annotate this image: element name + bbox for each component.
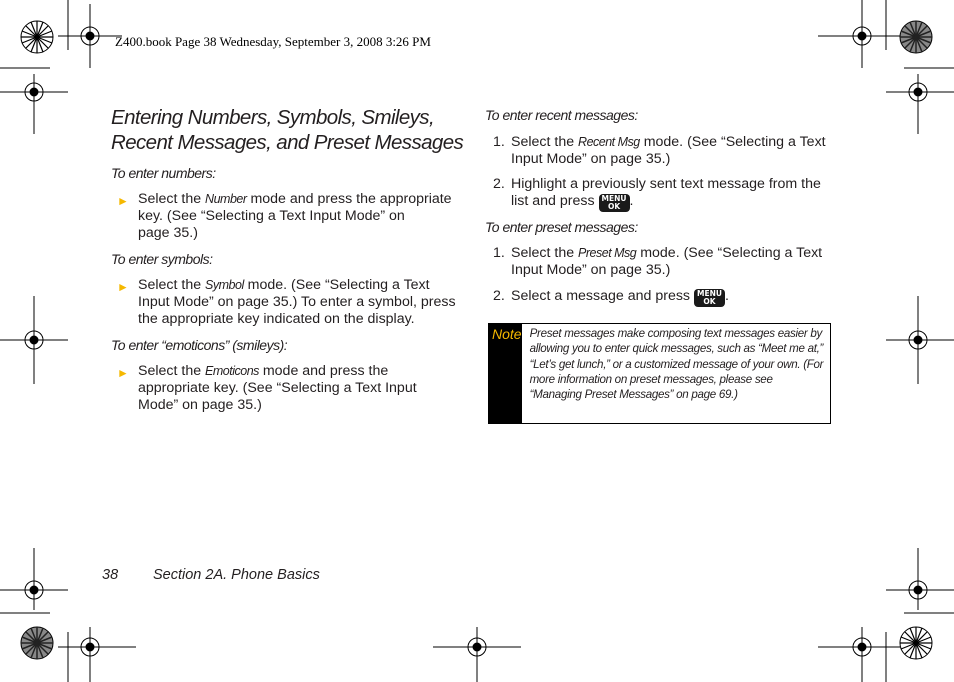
page-title-line2: Recent Messages, and Preset Messages: [111, 131, 464, 154]
mode-name: Recent Msg: [578, 135, 640, 149]
recent-step-1: Select the Recent Msg mode. (See “Selecting a Text Input Mode” on page 35.): [511, 134, 826, 167]
emoticons-instruction: Select the Emoticons mode and press the appropriate key. (See “Selecting a Text Input Mode” on page 35.): [138, 363, 417, 413]
bullet-icon: ►: [117, 194, 129, 208]
page-number: 38: [102, 567, 119, 583]
mode-name: Preset Msg: [578, 246, 637, 260]
step-number: 2.: [493, 288, 505, 304]
step-number: 1.: [493, 134, 505, 150]
step-number: 2.: [493, 176, 505, 192]
mode-name: Symbol: [205, 278, 244, 292]
menu-ok-key-icon: MENU OK: [694, 289, 725, 307]
preset-heading: To enter preset messages:: [485, 219, 638, 235]
note-box: [488, 323, 831, 424]
reg-mark-right-upper: [886, 74, 954, 134]
numbers-heading: To enter numbers:: [111, 165, 216, 181]
page-title: [111, 105, 481, 155]
reg-mark-right-lower: [886, 548, 954, 610]
bullet-icon: ►: [117, 366, 129, 380]
star-target-bottom-right: [900, 627, 932, 659]
symbols-heading: To enter symbols:: [111, 251, 213, 267]
star-target-top-left: [21, 21, 53, 53]
reg-mark-bottom-left: [58, 627, 136, 682]
menu-ok-key-icon: MENU OK: [599, 194, 630, 212]
reg-mark-left-lower: [0, 548, 68, 610]
star-target-top-right: [900, 21, 932, 53]
numbers-instruction: Select the Number mode and press the appropriate key. (See “Selecting a Text Input Mode” on page 35.): [138, 191, 452, 241]
recent-heading: To enter recent messages:: [485, 107, 638, 123]
symbols-instruction: Select the Symbol mode. (See “Selecting a Text Input Mode” on page 35.) To enter a symbol, press the appropriate key indicated on the display.: [138, 277, 456, 327]
preset-step-1: Select the Preset Msg mode. (See “Selecting a Text Input Mode” on page 35.): [511, 245, 823, 278]
section-title: Section 2A. Phone Basics: [153, 567, 320, 583]
reg-mark-left-upper: [0, 74, 68, 134]
mode-name: Number: [205, 192, 247, 206]
note-label: Note: [489, 324, 522, 423]
preset-step-2: Select a message and press MENU OK .: [511, 288, 729, 306]
print-slug: Z400.book Page 38 Wednesday, September 3, 2008 3:26 PM: [115, 34, 431, 49]
note-text: Preset messages make composing text messages easier by allowing you to enter quick messages, such as “Meet me at,” “Let’s get lunch,” or a customized message of your own. (For more information on preset messages, please see “Managing Preset Messages” on page 69.): [529, 327, 824, 402]
page-title-line1: Entering Numbers, Symbols, Smileys,: [111, 106, 435, 129]
reg-mark-top-right: [818, 0, 900, 68]
reg-mark-bottom-right: [818, 627, 900, 682]
reg-mark-right-middle: [886, 296, 954, 384]
recent-step-2: Highlight a previously sent text message from the list and press MENU OK .: [511, 176, 821, 211]
mode-name: Emoticons: [205, 364, 259, 378]
bullet-icon: ►: [117, 280, 129, 294]
step-number: 1.: [493, 245, 505, 261]
reg-mark-left-middle: [0, 296, 68, 384]
emoticons-heading: To enter “emoticons” (smileys):: [111, 337, 288, 353]
reg-mark-bottom-center: [433, 627, 521, 682]
star-target-bottom-left: [21, 627, 53, 659]
